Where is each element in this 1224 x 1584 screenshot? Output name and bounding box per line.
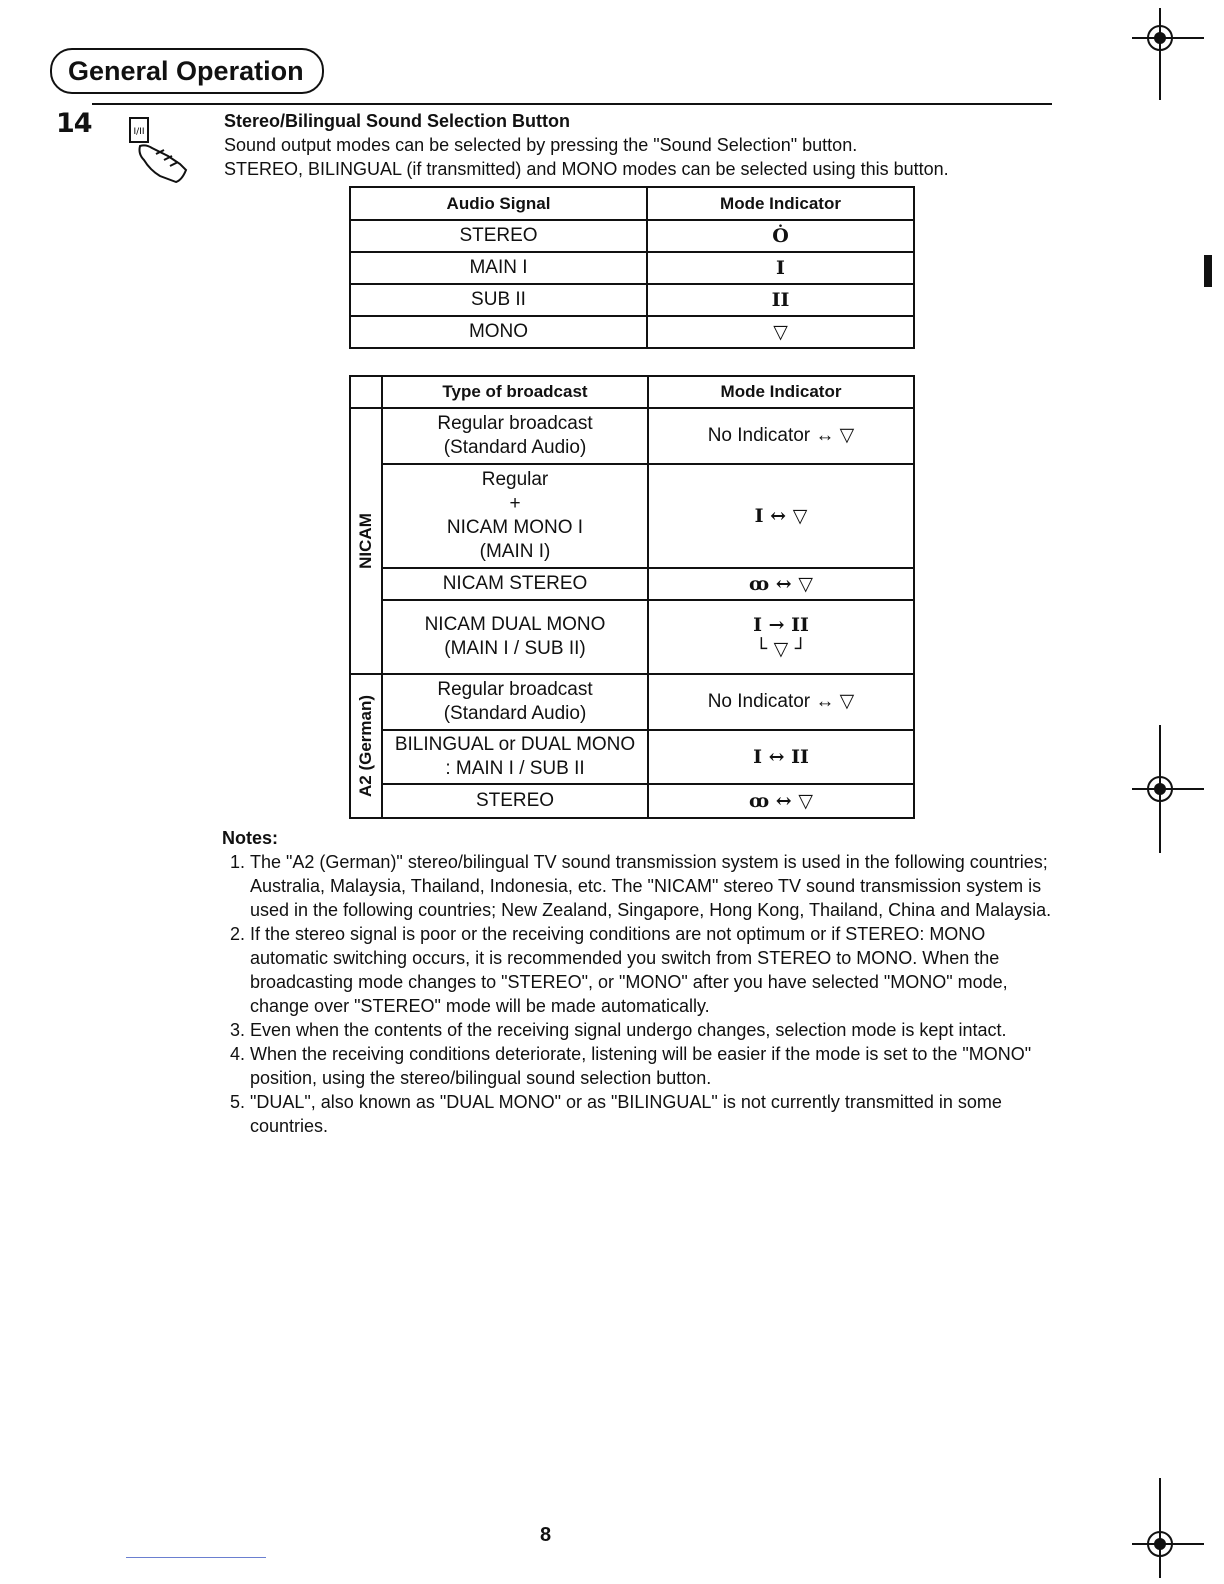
margin-tab [1204,255,1212,287]
list-item: 3. Even when the contents of the receiving signal undergo changes, selection mode is kept intact. [250,1018,1052,1042]
broadcast-type-cell: NICAM DUAL MONO (MAIN I / SUB II) [382,600,648,674]
notes-list [222,850,1052,1138]
list-item: 1. The "A2 (German)" stereo/bilingual TV sound transmission system is used in the following countries; Australia, Malaysia, Thailand, Indonesia, etc. The "NICAM" stereo TV sound transmission system is used in the following countries; New Zealand, Singapore, Hong Kong, Thailand, China and Malaysia. [250,850,1052,922]
broadcast-type-cell: Regular broadcast (Standard Audio) [382,674,648,730]
signal-cell: MONO [350,316,647,348]
indicator-cell: I → II └ ▽ ┘ [648,600,914,674]
intro-line-2: STEREO, BILINGUAL (if transmitted) and MONO modes can be selected using this button. [224,159,949,179]
signal-cell: STEREO [350,220,647,252]
indicator-cell: I ↔ II [648,730,914,784]
header-rule [92,103,1052,105]
indicator-cell: I [647,252,914,284]
list-item: 2. If the stereo signal is poor or the receiving conditions are not optimum or if STEREO: MONO automatic switching occurs, it is recommended you switch from STEREO to MONO. When the broadcasting mode changes to "STEREO", or "MONO" after you have selected "MONO" mode, change over "STEREO" mode will be made automatically. [250,922,1052,1018]
icon-label: I/II [133,127,145,137]
table-row [350,674,914,730]
indicator-cell: No Indicator ↔ ▽ [648,408,914,464]
table-row [350,316,914,348]
signal-cell: MAIN I [350,252,647,284]
list-item: 4. When the receiving conditions deteriorate, listening will be easier if the mode is set to the "MONO" position, using the stereo/bilingual sound selection button. [250,1042,1052,1090]
table-row [350,784,914,818]
section-title: Stereo/Bilingual Sound Selection Button [224,111,571,131]
table-row [350,284,914,316]
group-label-nicam: NICAM [350,408,382,674]
broadcast-type-cell: NICAM STEREO [382,568,648,600]
col-header-mode-indicator: Mode Indicator [647,187,914,220]
table-row [350,600,914,674]
col-header-mode-indicator: Mode Indicator [648,376,914,408]
bottom-line [126,1557,266,1558]
page-number: 8 [540,1524,552,1546]
broadcast-type-cell: STEREO [382,784,648,818]
indicator-cell: II [647,284,914,316]
registration-mark-icon [1128,725,1208,855]
table-row [350,464,914,568]
indicator-cell: I ↔ ▽ [648,464,914,568]
signal-cell: SUB II [350,284,647,316]
registration-mark-icon [1128,8,1208,108]
notes-section [222,826,1052,1138]
intro-line-1: Sound output modes can be selected by pressing the "Sound Selection" button. [224,135,858,155]
group-header-blank [350,376,382,408]
registration-mark-icon [1128,1478,1208,1578]
broadcast-type-cell: Regular broadcast (Standard Audio) [382,408,648,464]
section-intro [224,109,949,181]
indicator-cell: ꝏ ↔ ▽ [648,784,914,818]
indicator-cell: Ȯ [647,220,914,252]
table-row [350,568,914,600]
broadcast-type-cell: Regular + NICAM MONO I (MAIN I) [382,464,648,568]
broadcast-type-table [349,375,915,819]
table-row [350,252,914,284]
broadcast-type-cell: BILINGUAL or DUAL MONO : MAIN I / SUB II [382,730,648,784]
audio-signal-table [349,186,915,349]
col-header-broadcast-type: Type of broadcast [382,376,648,408]
group-label-a2-german: A2 (German) [350,674,382,818]
page-title: General Operation [50,48,324,94]
indicator-cell: ꝏ ↔ ▽ [648,568,914,600]
indicator-cell: No Indicator ↔ ▽ [648,674,914,730]
notes-heading: Notes: [222,828,279,848]
table-row [350,220,914,252]
table-row [350,408,914,464]
section-number: 14 [56,108,92,139]
col-header-audio-signal: Audio Signal [350,187,647,220]
table-row [350,730,914,784]
hand-button-icon [120,114,200,191]
indicator-cell: ▽ [647,316,914,348]
list-item: 5. "DUAL", also known as "DUAL MONO" or as "BILINGUAL" is not currently transmitted in some countries. [250,1090,1052,1138]
